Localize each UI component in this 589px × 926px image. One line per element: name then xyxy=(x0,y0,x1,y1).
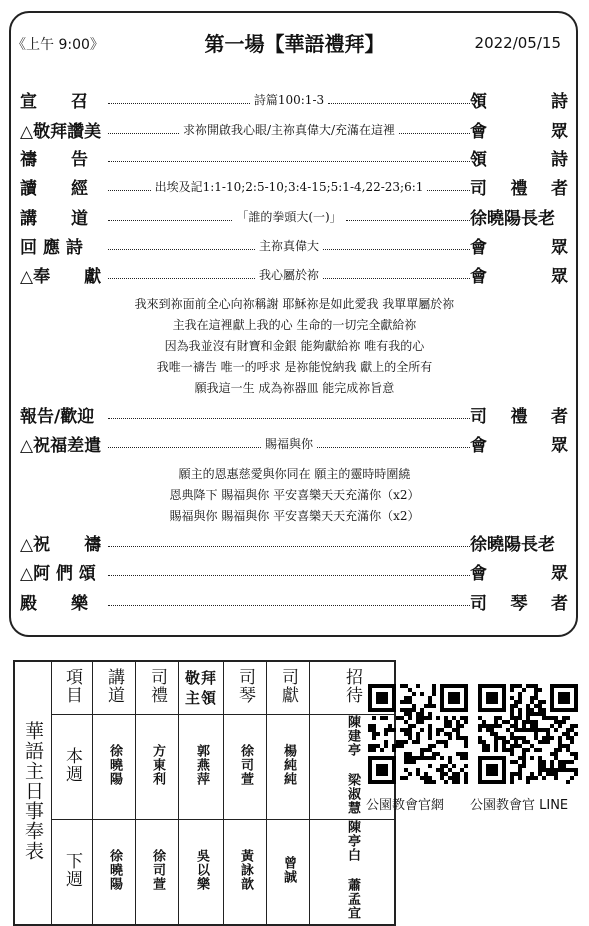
leader-dots xyxy=(108,161,470,162)
service-time: 《上午 9:00》 xyxy=(12,37,104,53)
person-text: 會 xyxy=(470,121,487,142)
person-text: 司 xyxy=(470,406,487,427)
duty-cell: 楊純純 xyxy=(267,715,310,820)
program-item-person xyxy=(470,174,568,199)
program-item-content: 主祢真偉大 xyxy=(259,238,320,253)
program-item-person xyxy=(470,87,568,112)
person-text: 會 xyxy=(470,563,487,584)
lyric-line: 我來到祢面前全心向祢稱謝 耶穌祢是如此愛我 我單單屬於祢 xyxy=(134,297,455,311)
line-qr-code-icon[interactable] xyxy=(478,684,578,784)
program-row xyxy=(20,144,568,170)
person-text: 詩 xyxy=(551,91,568,112)
duty-cell: 徐司萱 xyxy=(136,820,179,926)
person-text: 禮 xyxy=(510,406,528,427)
service-title: 第一場【華語禮拜】 xyxy=(204,32,385,56)
person-text: 領 xyxy=(470,91,487,112)
lyric-line: 願主的恩惠慈愛與你同在 願主的靈時時圍繞 xyxy=(178,467,411,481)
person-text: 會 xyxy=(470,237,488,258)
lyric-line: 恩典降下 賜福與你 平安喜樂天天充滿你（x2） xyxy=(169,488,420,502)
person-text: 司 xyxy=(470,593,487,614)
service-header xyxy=(0,28,589,58)
program-item-content: 賜福與你 xyxy=(265,436,314,451)
program-row xyxy=(20,401,568,427)
person-text: 會 xyxy=(470,435,488,456)
program-item-label: 講 道 xyxy=(20,208,88,229)
person-text: 徐曉陽長老 xyxy=(470,208,555,229)
leader-dots xyxy=(108,418,470,419)
program-item-person xyxy=(470,233,568,258)
duty-cell: 徐司萱 xyxy=(224,715,267,820)
program-item-person xyxy=(470,145,568,170)
program-row xyxy=(20,261,568,287)
program-item-person xyxy=(470,530,568,555)
lyric-line: 因為我並沒有財寶和金銀 能夠獻給祢 唯有我的心 xyxy=(164,339,425,353)
line-qr-caption: 公園教會官 LINE xyxy=(470,798,569,813)
program-item-label: △奉 獻 xyxy=(20,266,102,287)
person-text: 眾 xyxy=(551,121,568,142)
duty-header-role: 司禮 xyxy=(136,661,179,715)
person-text: 司 xyxy=(470,178,487,199)
program-row xyxy=(20,116,568,142)
leader-dots xyxy=(317,447,470,448)
program-item-content: 詩篇100:1-3 xyxy=(253,92,325,107)
duty-header-role: 招待 xyxy=(310,661,396,715)
program-row xyxy=(20,529,568,555)
program-item-content: 「誰的拳頭大(一)」 xyxy=(236,209,342,224)
program-item-label: 讀 經 xyxy=(20,178,88,199)
lyric-line: 賜福與你 賜福與你 平安喜樂天天充滿你（x2） xyxy=(169,509,420,523)
program-item-content: 求祢開啟我心眼/主祢真偉大/充滿在這裡 xyxy=(182,122,396,137)
leader-dots xyxy=(108,605,470,606)
duty-roster-table xyxy=(13,660,396,926)
leader-dots xyxy=(108,575,470,576)
person-text: 者 xyxy=(551,406,568,427)
program-row xyxy=(20,86,568,112)
program-item-content: 出埃及記1:1-10;2:5-10;3:4-15;5:1-4,22-23;6:1 xyxy=(154,179,424,194)
leader-dots xyxy=(108,190,151,191)
leader-dots xyxy=(108,220,232,221)
person-text: 眾 xyxy=(551,266,569,287)
lyric-line: 主我在這裡獻上我的心 生命的一切完全獻給祢 xyxy=(172,318,417,332)
leader-dots xyxy=(108,447,261,448)
program-item-person xyxy=(470,431,568,456)
person-text: 徐曉陽長老 xyxy=(470,534,555,555)
program-item-person xyxy=(470,204,568,229)
person-text: 眾 xyxy=(551,563,568,584)
duty-cell: 徐曉陽 xyxy=(93,820,136,926)
duty-cell: 黃詠歆 xyxy=(224,820,267,926)
person-text: 琴 xyxy=(510,593,528,614)
program-item-label: 回 應 詩 xyxy=(20,237,83,258)
leader-dots xyxy=(108,546,470,547)
website-qr-caption: 公園教會官網 xyxy=(366,798,445,813)
program-row xyxy=(20,173,568,199)
program-item-person xyxy=(470,402,568,427)
person-text: 者 xyxy=(551,178,568,199)
duty-cell: 曾誠 xyxy=(267,820,310,926)
person-text: 禮 xyxy=(510,178,528,199)
program-item-person xyxy=(470,589,568,614)
duty-row-label: 本週 xyxy=(52,715,93,820)
leader-dots xyxy=(399,133,470,134)
duty-cell: 徐曉陽 xyxy=(93,715,136,820)
leader-dots xyxy=(328,103,470,104)
program-item-label: △祝福差遣 xyxy=(20,435,102,456)
leader-dots xyxy=(346,220,470,221)
lyric-line: 我唯一禱告 唯一的呼求 是祢能悅納我 獻上的全所有 xyxy=(156,360,433,374)
program-item-label: 殿 樂 xyxy=(20,593,88,614)
duty-header-role: 司獻 xyxy=(267,661,310,715)
leader-dots xyxy=(108,278,255,279)
duty-cell: 郭燕萍 xyxy=(179,715,224,820)
program-item-person xyxy=(470,262,568,287)
person-text: 會 xyxy=(470,266,488,287)
duty-row-label: 下週 xyxy=(52,820,93,926)
duty-cell: 方東利 xyxy=(136,715,179,820)
duty-cell: 陳亭白 蕭孟宜 xyxy=(310,820,396,926)
lyric-line: 願我這一生 成為祢器皿 能完成祢旨意 xyxy=(194,381,395,395)
duty-cell: 陳建亭 梁淑慧 xyxy=(310,715,396,820)
service-date: 2022/05/15 xyxy=(474,34,561,52)
program-item-label: △祝 禱 xyxy=(20,534,102,555)
program-item-label: 禱 告 xyxy=(20,149,88,170)
program-row xyxy=(20,232,568,258)
website-qr-code-icon[interactable] xyxy=(368,684,468,784)
duty-header-item: 項目 xyxy=(52,661,93,715)
duty-roster-title: 華語主日事奉表 xyxy=(14,661,52,925)
program-row xyxy=(20,430,568,456)
program-item-label: △敬拜讚美 xyxy=(20,121,102,142)
program-item-person xyxy=(470,559,568,584)
program-row xyxy=(20,588,568,614)
leader-dots xyxy=(427,190,470,191)
duty-header-role: 講道 xyxy=(93,661,136,715)
duty-cell: 吳以樂 xyxy=(179,820,224,926)
duty-header-role: 敬拜主領 xyxy=(179,661,224,715)
duty-header-role: 司琴 xyxy=(224,661,267,715)
program-item-content: 我心屬於祢 xyxy=(259,267,320,282)
program-item-label: △阿 們 頌 xyxy=(20,563,96,584)
program-row xyxy=(20,203,568,229)
person-text: 者 xyxy=(551,593,568,614)
person-text: 眾 xyxy=(551,237,569,258)
person-text: 詩 xyxy=(551,149,568,170)
program-row xyxy=(20,558,568,584)
leader-dots xyxy=(108,133,179,134)
person-text: 領 xyxy=(470,149,487,170)
person-text: 眾 xyxy=(551,435,569,456)
program-item-label: 報告/歡迎 xyxy=(20,406,95,427)
leader-dots xyxy=(323,278,470,279)
leader-dots xyxy=(323,249,470,250)
leader-dots xyxy=(108,249,255,250)
program-item-person xyxy=(470,117,568,142)
leader-dots xyxy=(108,103,250,104)
program-item-label: 宣 召 xyxy=(20,91,88,112)
